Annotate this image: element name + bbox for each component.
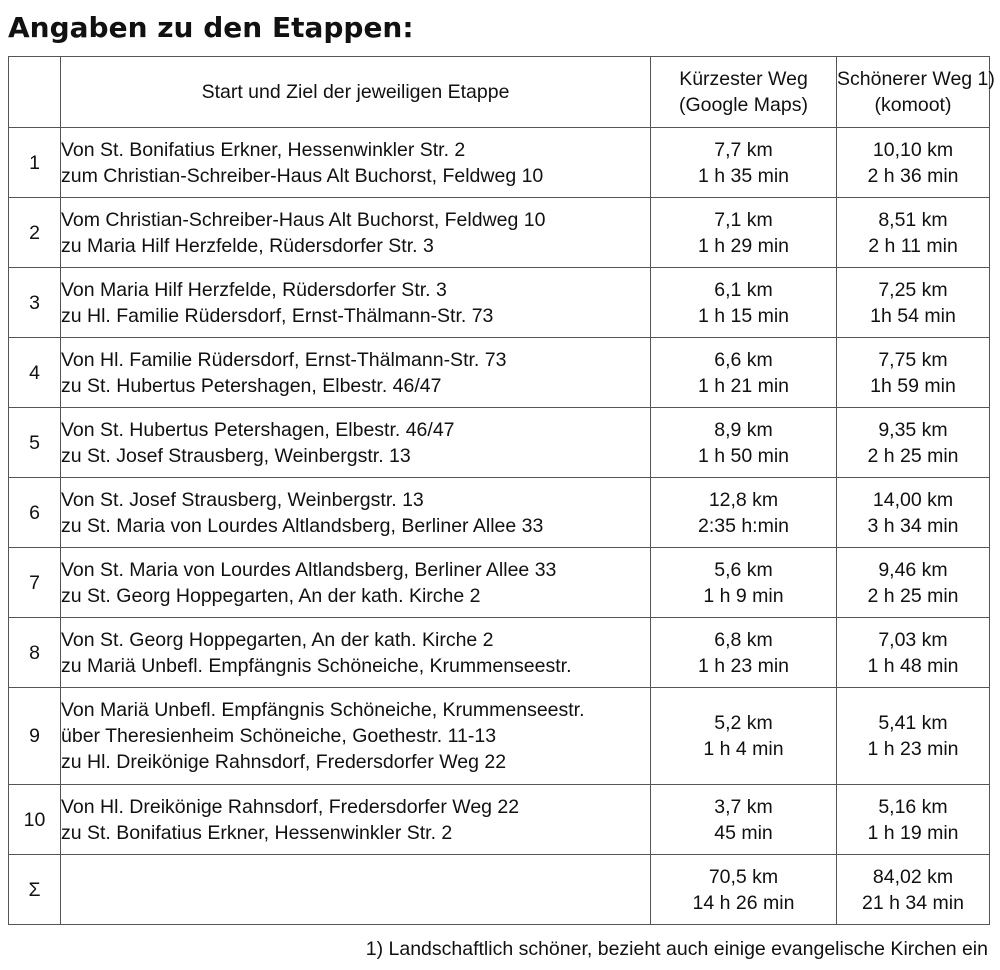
footnote: 1) Landschaftlich schöner, bezieht auch einige evangelische Kirchen ein bbox=[365, 938, 988, 960]
stage-scenic-value: 2 h 36 min bbox=[867, 164, 959, 187]
stage-number-cell: 6 bbox=[9, 478, 61, 548]
stage-shortest-value: 6,8 km bbox=[714, 628, 773, 651]
stage-scenic-value: 9,35 km bbox=[878, 418, 948, 441]
page-title: Angaben zu den Etappen: bbox=[8, 11, 414, 44]
stage-shortest-value: 7,7 km bbox=[714, 138, 773, 161]
table-row bbox=[9, 688, 990, 785]
stage-scenic-value: 1 h 48 min bbox=[867, 654, 959, 677]
stage-scenic-value: 2 h 11 min bbox=[868, 234, 958, 257]
stage-scenic-value: 7,75 km bbox=[878, 348, 948, 371]
stage-scenic-value: 5,16 km bbox=[878, 795, 948, 818]
stage-scenic-cell bbox=[837, 618, 990, 688]
stage-scenic-value: 8,51 km bbox=[878, 208, 948, 231]
stage-scenic-cell bbox=[837, 198, 990, 268]
stage-scenic-value: 10,10 km bbox=[872, 138, 954, 161]
stage-route-cell bbox=[61, 548, 651, 618]
stage-number-cell: 8 bbox=[9, 618, 61, 688]
stage-shortest-value: 6,6 km bbox=[714, 348, 773, 371]
table-row bbox=[9, 408, 990, 478]
stage-scenic-value: 2 h 25 min bbox=[867, 584, 959, 607]
stage-shortest-cell bbox=[651, 268, 837, 338]
header-scenic-line-1: Schönerer Weg 1) bbox=[837, 68, 995, 90]
stage-shortest-cell bbox=[651, 618, 837, 688]
stage-shortest-value: 6,1 km bbox=[714, 278, 773, 301]
table-row bbox=[9, 338, 990, 408]
stage-route-line: Von St. Bonifatius Erkner, Hessenwinkler Str. 2 bbox=[61, 138, 466, 161]
table-row bbox=[9, 268, 990, 338]
total-row bbox=[9, 855, 990, 925]
stage-number-cell: 10 bbox=[9, 785, 61, 855]
stage-shortest-value: 1 h 21 min bbox=[697, 374, 790, 397]
stage-scenic-value: 7,03 km bbox=[878, 628, 948, 651]
table-row bbox=[9, 128, 990, 198]
stage-shortest-value: 1 h 4 min bbox=[703, 738, 784, 760]
stage-route-line: zum Christian-Schreiber-Haus Alt Buchorst, Feldweg 10 bbox=[61, 164, 544, 187]
stage-shortest-value: 1 h 50 min bbox=[697, 444, 790, 467]
table-row bbox=[9, 478, 990, 548]
stage-route-cell bbox=[61, 688, 651, 785]
stage-route-line: Von St. Maria von Lourdes Altlandsberg, Berliner Allee 33 bbox=[61, 558, 557, 581]
stage-scenic-value: 1h 59 min bbox=[870, 374, 956, 397]
stage-shortest-value: 3,7 km bbox=[714, 795, 773, 818]
stage-route-line: zu St. Josef Strausberg, Weinbergstr. 13 bbox=[61, 444, 411, 467]
stage-shortest-value: 1 h 35 min bbox=[697, 164, 790, 187]
stage-scenic-value: 9,46 km bbox=[878, 558, 948, 581]
stage-shortest-value: 8,9 km bbox=[714, 418, 773, 441]
header-scenic-cell bbox=[837, 57, 995, 128]
stage-shortest-cell bbox=[651, 198, 837, 268]
stage-scenic-cell bbox=[837, 688, 990, 785]
table-row bbox=[9, 785, 990, 855]
stage-route-cell bbox=[61, 338, 651, 408]
stage-shortest-value: 5,2 km bbox=[714, 712, 773, 734]
stage-number-cell: 9 bbox=[9, 688, 61, 785]
stage-route-line: zu Maria Hilf Herzfelde, Rüdersdorfer Str. 3 bbox=[61, 234, 434, 257]
stage-scenic-cell bbox=[837, 268, 990, 338]
stage-scenic-value: 14,00 km bbox=[872, 488, 954, 511]
stage-shortest-cell bbox=[651, 785, 837, 855]
header-shortest-line-1: Kürzester Weg bbox=[679, 68, 808, 90]
stage-scenic-cell bbox=[837, 408, 990, 478]
stage-route-cell bbox=[61, 198, 651, 268]
stage-shortest-value: 5,6 km bbox=[714, 558, 773, 581]
total-scenic-cell bbox=[837, 855, 990, 925]
stage-route-line: Von St. Georg Hoppegarten, An der kath. Kirche 2 bbox=[61, 628, 494, 651]
stage-number-cell: 5 bbox=[9, 408, 61, 478]
stage-shortest-value: 45 min bbox=[714, 821, 773, 844]
stage-route-cell bbox=[61, 618, 651, 688]
stage-route-cell bbox=[61, 478, 651, 548]
stage-shortest-cell bbox=[651, 548, 837, 618]
stage-route-line: Von Mariä Unbefl. Empfängnis Schöneiche, Krummenseestr. bbox=[61, 699, 585, 721]
stage-shortest-value: 1 h 9 min bbox=[703, 584, 784, 607]
stage-scenic-value: 1h 54 min bbox=[870, 304, 956, 327]
stage-route-line: Von St. Hubertus Petershagen, Elbestr. 46/47 bbox=[61, 418, 455, 441]
stage-route-line: zu St. Georg Hoppegarten, An der kath. Kirche 2 bbox=[61, 584, 481, 607]
stage-route-line: zu Hl. Familie Rüdersdorf, Ernst-Thälmann-Str. 73 bbox=[61, 304, 494, 327]
stage-shortest-value: 12,8 km bbox=[708, 488, 779, 511]
header-route-cell: Start und Ziel der jeweiligen Etappe bbox=[61, 57, 651, 128]
stage-shortest-cell bbox=[651, 128, 837, 198]
stage-scenic-value: 1 h 19 min bbox=[867, 821, 959, 844]
table-header-row bbox=[9, 57, 990, 128]
stage-shortest-value: 7,1 km bbox=[714, 208, 773, 231]
stage-number-cell: 1 bbox=[9, 128, 61, 198]
stage-route-line: zu Hl. Dreikönige Rahnsdorf, Fredersdorfer Weg 22 bbox=[61, 751, 507, 773]
total-shortest-value: 70,5 km bbox=[708, 865, 779, 888]
stage-route-line: zu St. Maria von Lourdes Altlandsberg, Berliner Allee 33 bbox=[61, 514, 544, 537]
stage-route-line: Von Hl. Familie Rüdersdorf, Ernst-Thälmann-Str. 73 bbox=[61, 348, 507, 371]
table-row bbox=[9, 548, 990, 618]
stage-scenic-value: 5,41 km bbox=[878, 712, 948, 734]
stage-number-cell: 4 bbox=[9, 338, 61, 408]
total-shortest-value: 14 h 26 min bbox=[692, 891, 795, 914]
stage-route-line: über Theresienheim Schöneiche, Goethestr. 11-13 bbox=[61, 725, 497, 747]
stage-scenic-cell bbox=[837, 128, 990, 198]
sum-symbol: Σ bbox=[9, 855, 61, 925]
stage-scenic-cell bbox=[837, 478, 990, 548]
stage-shortest-value: 1 h 29 min bbox=[697, 234, 790, 257]
total-scenic-value: 21 h 34 min bbox=[862, 891, 964, 914]
stage-scenic-value: 3 h 34 min bbox=[867, 514, 959, 537]
stages-table bbox=[8, 56, 995, 925]
stage-route-cell bbox=[61, 408, 651, 478]
stage-route-line: Von St. Josef Strausberg, Weinbergstr. 13 bbox=[61, 488, 424, 511]
stage-number-cell: 3 bbox=[9, 268, 61, 338]
total-scenic-value: 84,02 km bbox=[872, 865, 954, 888]
table-row bbox=[9, 198, 990, 268]
header-number-cell bbox=[9, 57, 61, 128]
header-scenic-line-2: (komoot) bbox=[874, 94, 952, 116]
stage-scenic-cell bbox=[837, 785, 990, 855]
stage-shortest-cell bbox=[651, 688, 837, 785]
stage-route-line: zu St. Hubertus Petershagen, Elbestr. 46/47 bbox=[61, 374, 442, 397]
stage-shortest-value: 1 h 23 min bbox=[697, 654, 790, 677]
header-shortest-cell bbox=[651, 57, 837, 128]
stage-shortest-cell bbox=[651, 478, 837, 548]
stage-shortest-cell bbox=[651, 338, 837, 408]
stage-scenic-value: 1 h 23 min bbox=[867, 738, 959, 760]
stage-route-cell bbox=[61, 785, 651, 855]
total-shortest-cell bbox=[651, 855, 837, 925]
stage-route-cell bbox=[61, 128, 651, 198]
stage-scenic-cell bbox=[837, 548, 990, 618]
stage-route-line: Vom Christian-Schreiber-Haus Alt Buchorst, Feldweg 10 bbox=[61, 208, 546, 231]
header-shortest-line-2: (Google Maps) bbox=[679, 94, 808, 116]
stage-scenic-value: 7,25 km bbox=[878, 278, 948, 301]
stage-shortest-cell bbox=[651, 408, 837, 478]
stage-shortest-value: 1 h 15 min bbox=[697, 304, 790, 327]
stage-route-line: zu St. Bonifatius Erkner, Hessenwinkler Str. 2 bbox=[61, 821, 453, 844]
stage-scenic-cell bbox=[837, 338, 990, 408]
table-row bbox=[9, 618, 990, 688]
stage-route-cell bbox=[61, 268, 651, 338]
stage-number-cell: 7 bbox=[9, 548, 61, 618]
stage-route-line: zu Mariä Unbefl. Empfängnis Schöneiche, Krummenseestr. bbox=[61, 654, 572, 677]
stage-scenic-value: 2 h 25 min bbox=[867, 444, 959, 467]
stage-number-cell: 2 bbox=[9, 198, 61, 268]
stage-route-line: Von Hl. Dreikönige Rahnsdorf, Fredersdorfer Weg 22 bbox=[61, 795, 520, 818]
stage-route-line: Von Maria Hilf Herzfelde, Rüdersdorfer Str. 3 bbox=[61, 278, 447, 301]
total-route-cell bbox=[61, 855, 651, 925]
stage-shortest-value: 2:35 h:min bbox=[697, 514, 790, 537]
